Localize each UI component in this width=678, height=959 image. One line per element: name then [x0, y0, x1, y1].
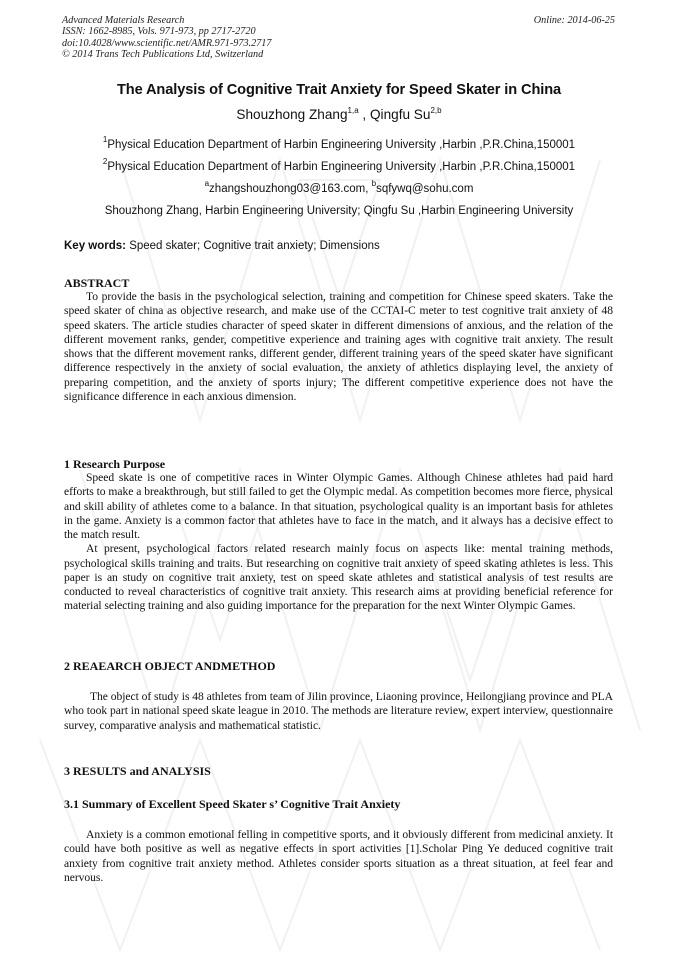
author-line — [0, 107, 678, 122]
section-2-heading: 2 REAEARCH OBJECT ANDMETHOD — [64, 659, 276, 673]
author-2-sup: 2,b — [430, 106, 442, 115]
section-3-1-heading: 3.1 Summary of Excellent Speed Skater s’ Cognitive Trait Anxiety — [64, 797, 401, 811]
section-3-heading: 3 RESULTS and ANALYSIS — [64, 764, 211, 778]
section-3 — [64, 764, 613, 885]
affiliation-1-text: Physical Education Department of Harbin Engineering University ,Harbin ,P.R.China,150001 — [107, 139, 576, 151]
paper-title: The Analysis of Cognitive Trait Anxiety for Speed Skater in China — [116, 82, 562, 98]
section-1-paragraph-1: Speed skate is one of competitive races in Winter Olympic Games. Although Chinese athletes had paid hard efforts to make a breakthrough, but still failed to get the Olympic medal. As competition becomes more fierce, physical and skill ability of athletes come to a balance. In that situation, psychological quality is an important basis for athletes in the game. Anxiety is a common factor that athletes have to face in the match, and it always has a decisive effect to the match result. — [64, 471, 613, 541]
journal-issn: ISSN: 1662-8985, Vols. 971-973, pp 2717-2720 — [62, 26, 256, 38]
abstract-section — [64, 276, 613, 404]
section-1 — [64, 457, 613, 614]
journal-name: Advanced Materials Research — [62, 15, 185, 26]
journal-copyright: © 2014 Trans Tech Publications Ltd, Switzerland — [62, 49, 264, 61]
email-b-sup: b — [371, 179, 377, 188]
section-1-heading: 1 Research Purpose — [64, 457, 166, 471]
affiliation-2-sup: 2 — [102, 157, 108, 166]
author-2-name: Qingfu Su — [369, 107, 431, 122]
email-a-sup: a — [204, 179, 210, 188]
author-emails — [0, 179, 678, 195]
email-b[interactable]: sqfywq@sohu.com — [376, 183, 474, 195]
author-separator: , — [358, 107, 370, 122]
affiliation-1 — [0, 135, 678, 151]
keywords-line — [64, 240, 380, 252]
keywords-label: Key words: — [64, 240, 126, 252]
section-1-paragraph-2: At present, psychological factors related research mainly focus on aspects like: mental training methods, psychological skills training and traits. But researching on cognitive trait anxiety of speed skating athletes is less. This paper is an study on cognitive trait anxiety, test on speed skate athletes and statistical analysis of test results are conducted to reveal characteristics of cognitive trait anxiety. This research aims at providing beneficial reference for material selecting training and also guiding importance for the preparation for the next Winter Olympic Games. — [64, 542, 613, 613]
copyright-owners: Shouzhong Zhang, Harbin Engineering University; Qingfu Su ,Harbin Engineering University — [104, 205, 574, 217]
section-3-1-paragraph-1: Anxiety is a common emotional felling in competitive sports, and it obviously different from medicinal anxiety. It could have both positive as well as negative effects in sport activities [1].Scholar Ping Ye deduced cognitive trait anxiety from cognitive trait anxiety method. Athletes consider sports situation as a threat situation, at feel fear and nervous. — [64, 828, 613, 884]
abstract-text: To provide the basis in the psychological selection, training and competition for Chinese speed skaters. Take the speed skater of china as objective research, and make use of the CCTAI-C meter to test cognitive trait anxiety of 48 speed skaters. The article studies character of speed skater in different dimensions of anxious, and the relation of the different movement ranks, gender, competitive experience and training ages with cognitive trait anxiety. The result shows that the different movement ranks, different gender, different training years of the speed skater have significant difference respectively in the anxiety of social evaluation, the anxiety of athletics displaying level, the anxiety of preparing competition, and the anxiety of sports injury; The different competitive experience does not have the significance difference in each anxious dimension. — [64, 290, 613, 403]
journal-header — [62, 15, 271, 61]
affiliation-1-sup: 1 — [102, 135, 108, 144]
author-1-name: Shouzhong Zhang — [236, 107, 348, 122]
abstract-heading: ABSTRACT — [64, 276, 130, 290]
section-2-paragraph-1: The object of study is 48 athletes from team of Jilin province, Liaoning province, Heilongjiang province and PLA who took part in national speed skate league in 2010. The methods are literature review, expert interview, questionnaire survey, comparative analysis and mathematical statistic. — [64, 690, 613, 732]
online-date: Online: 2014-06-25 — [533, 15, 615, 26]
affiliation-2 — [0, 157, 678, 173]
section-2 — [64, 659, 613, 733]
keywords-text: Speed skater; Cognitive trait anxiety; Dimensions — [126, 240, 380, 252]
affiliation-2-text: Physical Education Department of Harbin Engineering University ,Harbin ,P.R.China,150001 — [107, 161, 576, 173]
email-a[interactable]: zhangshouzhong03@163.com, — [209, 183, 372, 195]
author-1-sup: 1,a — [347, 106, 359, 115]
journal-doi: doi:10.4028/www.scientific.net/AMR.971-973.2717 — [62, 37, 272, 49]
